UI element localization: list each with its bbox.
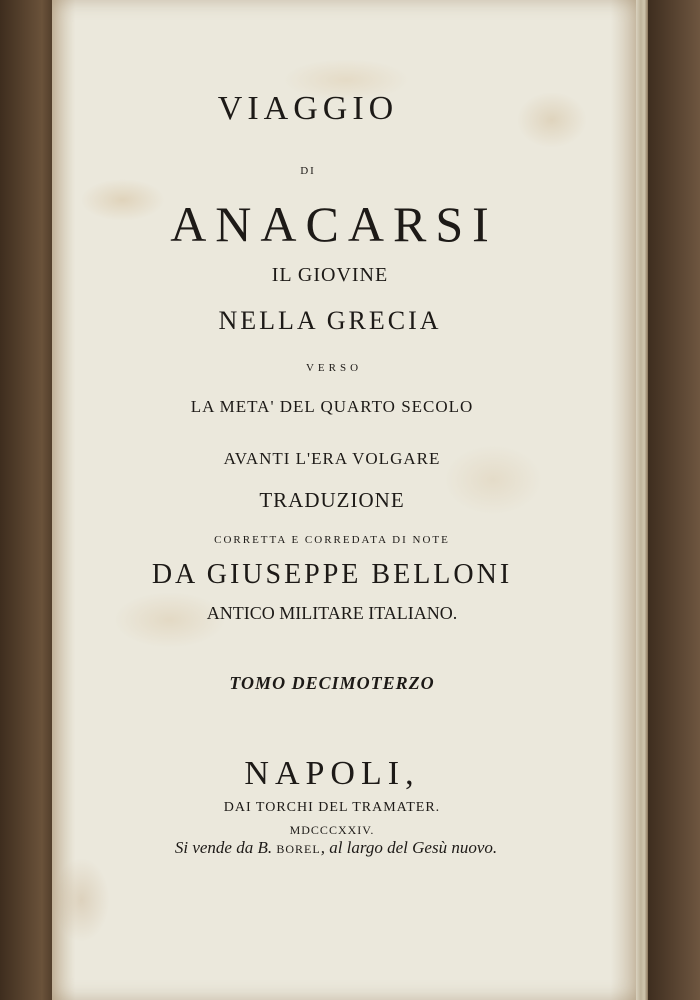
seller-line [42,838,630,858]
imprint-city: NAPOLI, [244,755,420,792]
seller-name: BOREL [276,842,321,856]
imprint-printer: DAI TORCHI DEL TRAMATER. [223,800,441,815]
translator-name: DA GIUSEPPE BELLONI [151,559,513,590]
translation-note: CORRETTA E CORREDATA DI NOTE [214,534,450,546]
subtitle-line-1: IL GIOVINE [271,264,389,286]
subtitle-line-2: NELLA GRECIA [218,306,442,335]
seller-prefix: Si vende da B. [174,838,277,857]
period-line-2: AVANTI L'ERA VOLGARE [223,449,441,468]
translation-heading: TRADUZIONE [259,488,405,512]
seller-suffix: , al largo del Gesù nuovo. [320,838,498,857]
subtitle-verso: VERSO [305,362,363,374]
period-line-1: LA META' DEL QUARTO SECOLO [190,397,474,416]
title-connector: DI [300,165,316,177]
title-page-text [52,0,640,1000]
imprint-year: MDCCCXXIV. [289,823,375,837]
book-title: VIAGGIO [217,90,399,127]
volume-label: TOMO DECIMOTERZO [229,673,435,693]
book-title-name: ANACARSI [170,196,498,252]
translator-role: ANTICO MILITARE ITALIANO. [206,603,458,623]
